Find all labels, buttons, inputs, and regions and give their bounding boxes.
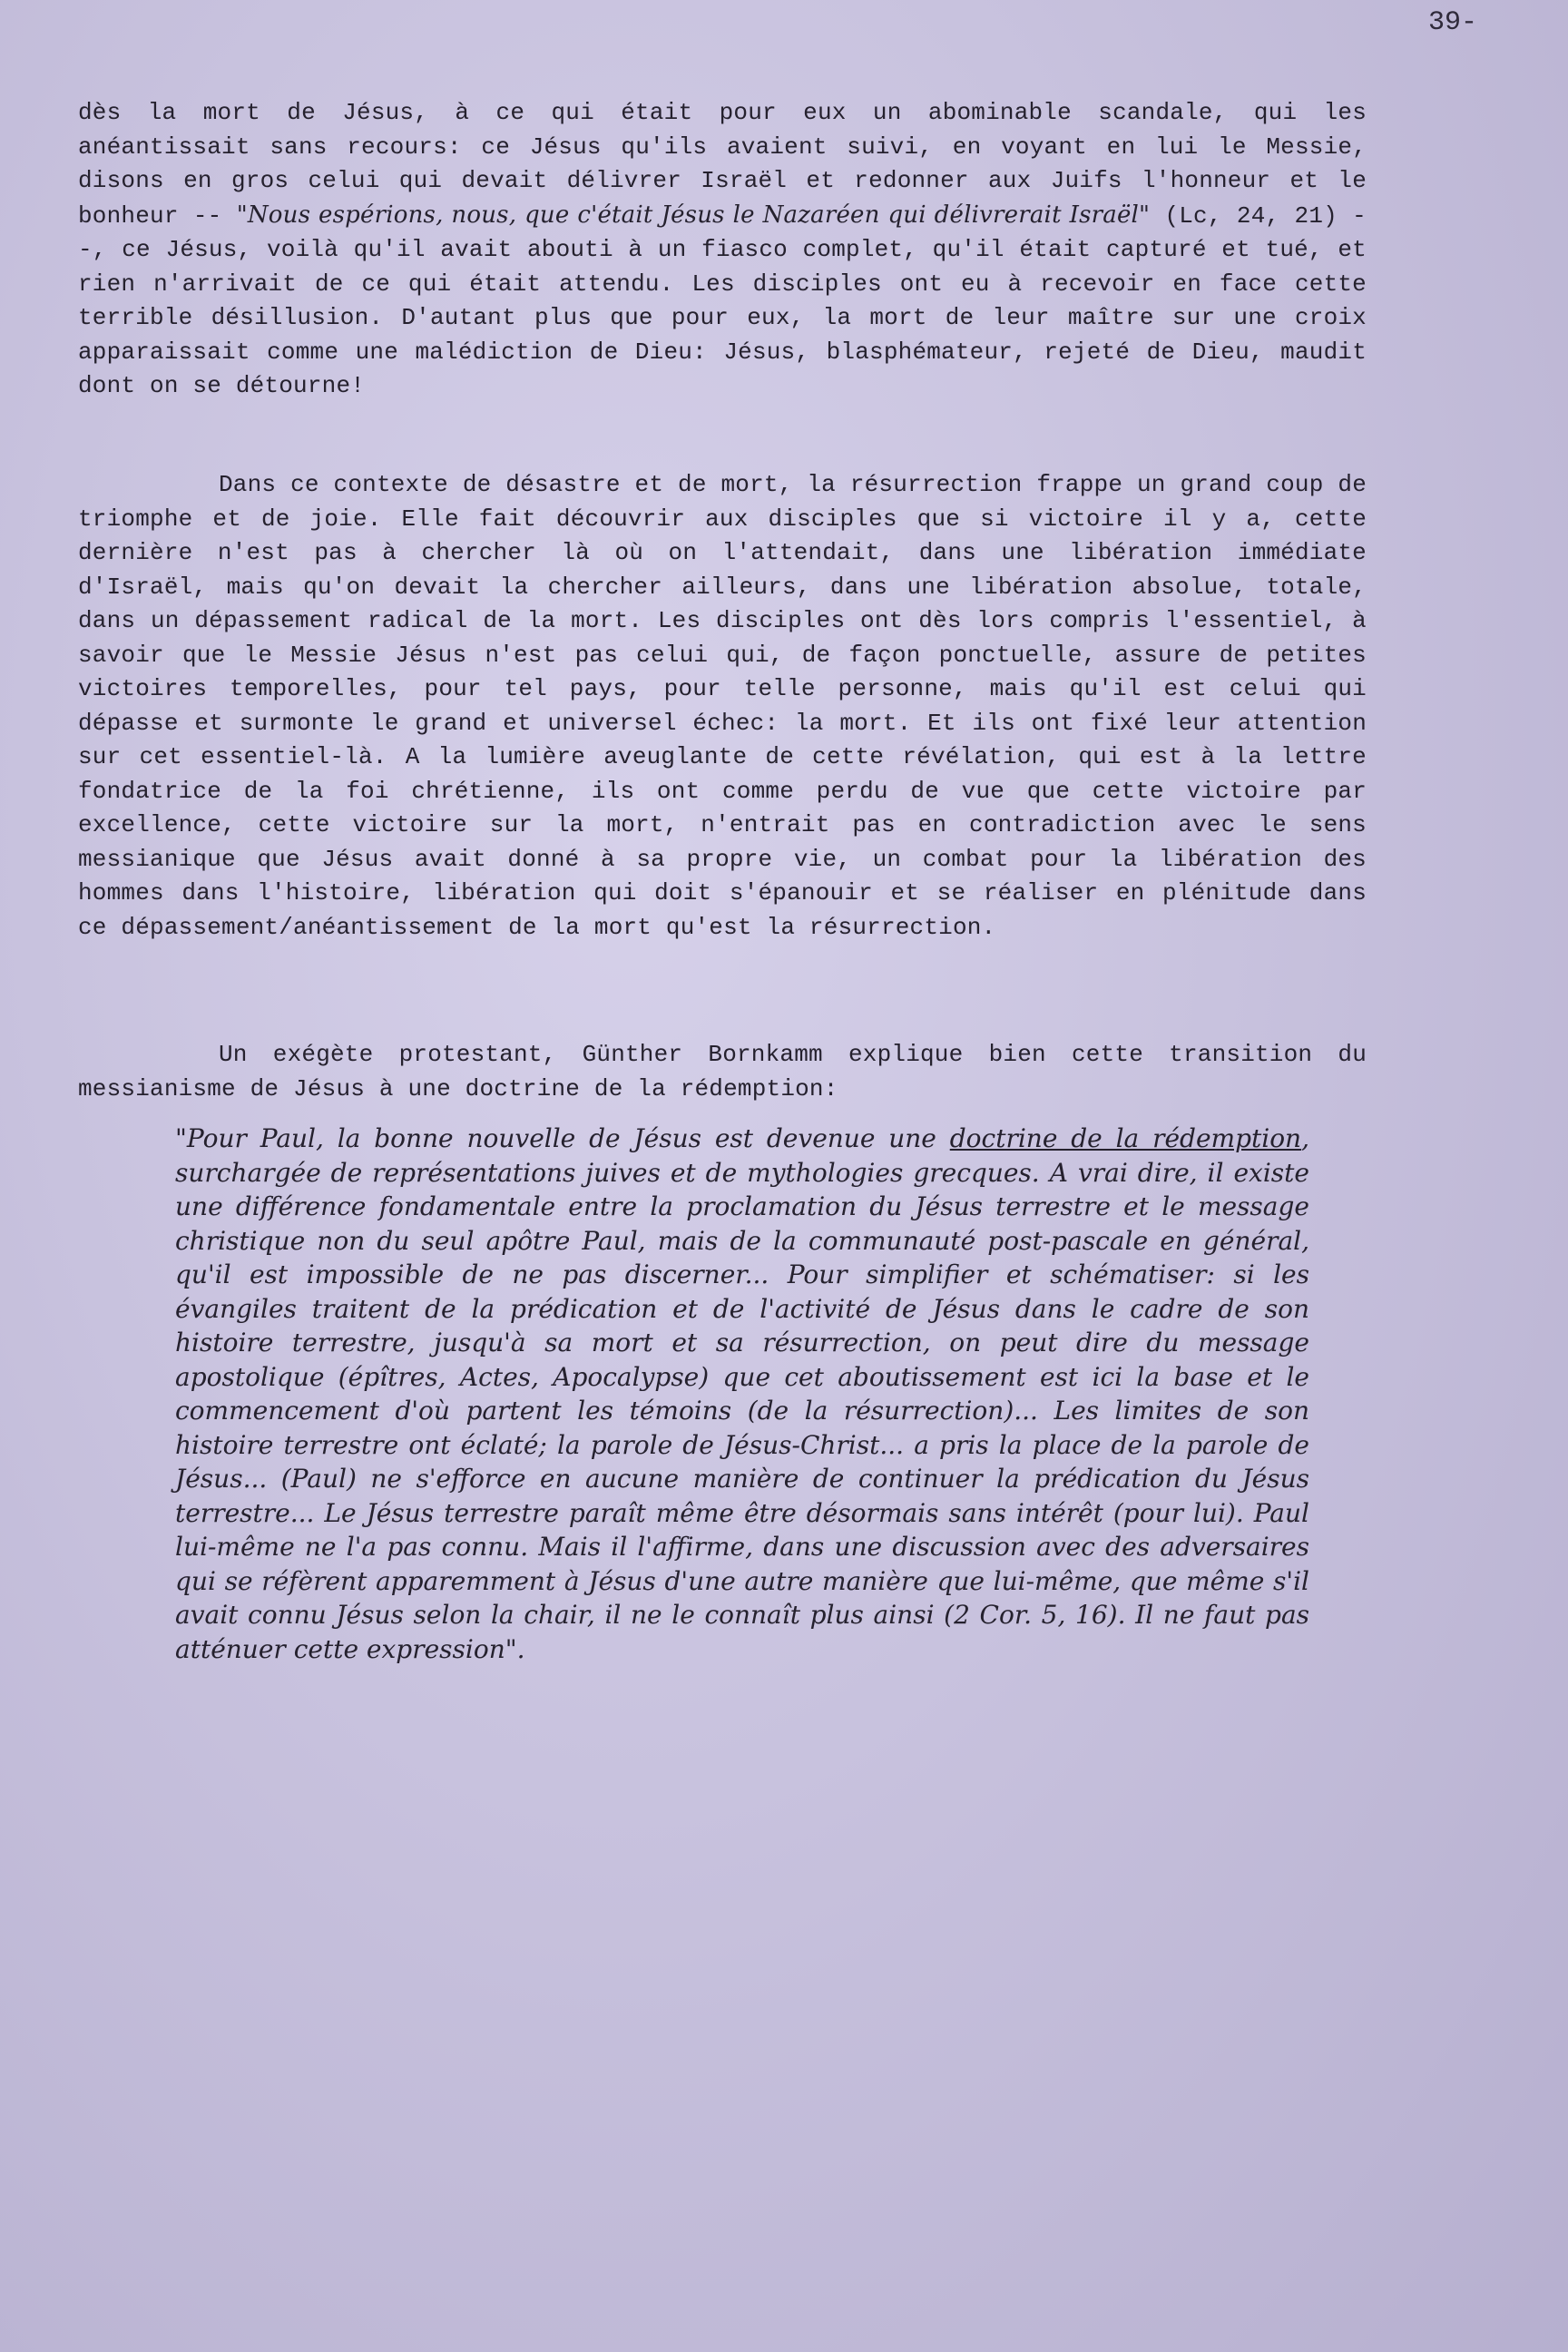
paragraph-1-text-a: dès la mort de Jésus, à ce qui était pour eux un abominable scandale, qui les anéantissait sans recours: ce Jésus qu'ils avaient suivi, en voyant en lui le Messie, disons en gros celui qui devait délivrer Israël et redonner aux Juifs l'honneur et le bonheur -- — [78, 99, 1367, 230]
paragraph-1-text-b: (Lc, 24, 21) --, ce Jésus, voilà qu'il avait abouti à un fiasco complet, qu'il était capturé et tué, et rien n'arrivait de ce qui était attendu. Les disciples ont eu à recevoir en face cette terrible désillusion. D'autant plus que pour eux, la mort de leur maître sur une croix apparaissait comme une malédiction de Dieu: Jésus, blasphémateur, rejeté de Dieu, maudit dont on se détourne! — [78, 201, 1367, 399]
paragraph-1 — [78, 96, 1367, 404]
quote-rest: , surchargée de représentations juives et de mythologies grecques. A vrai dire, il existe une différence fondamentale entre la proclamation du Jésus terrestre et le message christique non du seul apôtre Paul, mais de la communauté post-pascale en général, qu'il est impossible de ne pas discerner... Pour simplifier et schématiser: si les évangiles traitent de la prédication et de l'activité de Jésus dans le cadre de son histoire terrestre, jusqu'à sa mort et sa résurrection, on peut dire du message apostolique (épîtres, Actes, Apocalypse) que cet aboutissement est ici la base et le commencement d'où partent les témoins (de la résurrection)... Les limites de son histoire terrestre ont éclaté; la parole de Jésus-Christ... a pris la place de la parole de Jésus... (Paul) ne s'efforce en aucune manière de continuer la prédication du Jésus terrestre... Le Jésus terrestre paraît même être désormais sans intérêt (pour lui). Paul lui-même ne l'a pas connu. Mais il l'affirme, dans une discussion avec des adversaires qui se réfèrent apparemment à Jésus d'une autre manière que lui-même, que même s'il avait connu Jésus selon la chair, il ne le connaît plus ainsi (2 Cor. 5, 16). Il ne faut pas atténuer cette expression". — [175, 1123, 1309, 1664]
quote-lead: "Pour Paul, la bonne nouvelle de Jésus est devenue une — [175, 1123, 936, 1153]
page-number: 39- — [1428, 7, 1478, 38]
gospel-quote: "Nous espérions, nous, que c'était Jésus le Nazaréen qui délivrerait Israël" — [236, 201, 1151, 229]
quote-underlined-phrase: doctrine de la rédemption — [949, 1123, 1302, 1153]
paragraph-2: Dans ce contexte de désastre et de mort, la résurrection frappe un grand coup de triomphe et de joie. Elle fait découvrir aux disciples que si victoire il y a, cette dernière n'est pas à chercher là où on l'attendait, dans une libération immédiate d'Israël, mais qu'on devait la chercher ailleurs, dans une libération absolue, totale, dans un dépassement radical de la mort. Les disciples ont dès lors compris l'essentiel, à savoir que le Messie Jésus n'est pas celui qui, de façon ponctuelle, assure de petites victoires temporelles, pour tel pays, pour telle personne, mais qu'il est celui qui dépasse et surmonte le grand et universel échec: la mort. Et ils ont fixé leur attention sur cet essentiel-là. A la lumière aveuglante de cette révélation, qui est à la lettre fondatrice de la foi chrétienne, ils ont comme perdu de vue que cette victoire par excellence, cette victoire sur la mort, n'entrait pas en contradiction avec le sens messianique que Jésus avait donné à sa propre vie, un combat pour la libération des hommes dans l'histoire, libération qui doit s'épanouir et se réaliser en plénitude dans ce dépassement/anéantissement de la mort qu'est la résurrection. — [78, 471, 1367, 941]
bornkamm-quote-block — [175, 1122, 1309, 1666]
paragraph-3: Un exégète protestant, Günther Bornkamm explique bien cette transition du messianisme de Jésus à une doctrine de la rédemption: — [78, 1041, 1367, 1102]
